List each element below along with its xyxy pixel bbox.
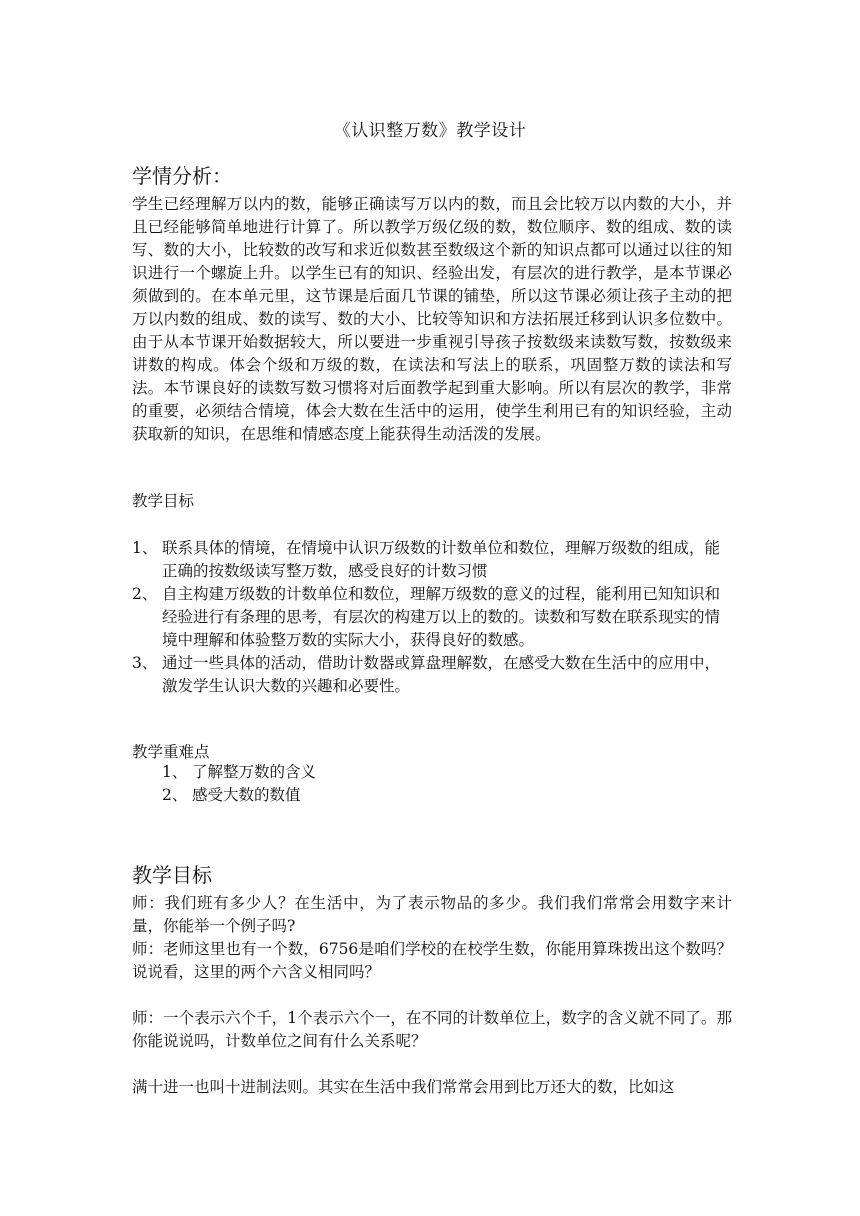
dialog-paragraph: 师：老师这里也有一个数，6756是咱们学校的在校学生数，你能用算珠拨出这个数吗？说说看，这里的两个六含义相同吗？ (132, 940, 732, 981)
goals-list (132, 537, 732, 698)
process-dialog (132, 892, 732, 1099)
analysis-paragraph: 学生已经理解万以内的数，能够正确读写万以内的数，而且会比较万以内数的大小，并且已经能够简单地进行计算了。所以教学万级亿级的数，数位顺序、数的组成、数的读写、数的大小，比较数的改写和求近似数甚至数级这个新的知识点都可以通过以往的知识进行一个螺旋上升。以学生已有的知识、经验出发，有层次的进行教学，是本节课必须做到的。在本单元里，这节课是后面几节课的铺垫，所以这节课必须让孩子主动的把万以内数的组成、数的读写、数的大小、比较等知识和方法拓展迁移到认识多位数中。由于从本节课开始数据较大，所以要进一步重视引导孩子按数级来读数写数，按数级来讲数的构成。体会个级和万级的数，在读法和写法上的联系，巩固整万数的读法和写法。本节课良好的读数写数习惯将对后面教学起到重大影响。所以有层次的教学，非常的重要，必须结合情境，体会大数在生活中的运用，使学生利用已有的知识经验，主动获取新的知识，在思维和情感态度上能获得生动活泼的发展。 (132, 195, 732, 443)
dialog-paragraph: 师：一个表示六个千，1个表示六个一，在不同的计数单位上，数字的含义就不同了。那你能说说吗，计数单位之间有什么关系呢？ (132, 1009, 732, 1050)
dialog-paragraph: 师：我们班有多少人？在生活中，为了表示物品的多少。我们我们常常会用数字来计量，你能举一个例子吗? (132, 894, 732, 935)
key-point-item (162, 761, 316, 784)
goals-heading: 教学目标 (132, 492, 195, 510)
goal-number: 3、 (132, 654, 158, 672)
key-point-number: 1、 (162, 763, 188, 781)
dialog-paragraph: 满十进一也叫十进制法则。其实在生活中我们常常会用到比万还大的数，比如这 (132, 1078, 675, 1096)
goal-text: 联系具体的情境，在情境中认识万级数的计数单位和数位，理解万级数的组成，能正确的按数级读写整万数，感受良好的计数习惯 (162, 539, 721, 580)
key-points-heading: 教学重难点 (132, 743, 210, 761)
document-title: 《认识整万数》教学设计 (333, 121, 527, 141)
goal-number: 2、 (132, 585, 158, 603)
goal-text: 自主构建万级数的计数单位和数位，理解万级数的意义的过程，能利用已知知识和经验进行有条理的思考，有层次的构建万以上的数的。读数和写数在联系现实的情境中理解和体验整万数的实际大小，获得良好的数感。 (162, 585, 721, 649)
goal-item (132, 583, 732, 652)
key-point-text: 了解整万数的含义 (192, 763, 317, 781)
goal-item (132, 537, 732, 583)
key-points-list (162, 761, 316, 807)
process-heading: 教学目标 (132, 863, 212, 887)
key-point-number: 2、 (162, 786, 188, 804)
key-point-item (162, 784, 316, 807)
goal-number: 1、 (132, 539, 158, 557)
key-point-text: 感受大数的数值 (192, 786, 301, 804)
analysis-heading: 学情分析： (132, 164, 232, 188)
goal-text: 通过一些具体的活动，借助计数器或算盘理解数，在感受大数在生活中的应用中，激发学生认识大数的兴趣和必要性。 (162, 654, 721, 695)
goal-item (132, 652, 732, 698)
